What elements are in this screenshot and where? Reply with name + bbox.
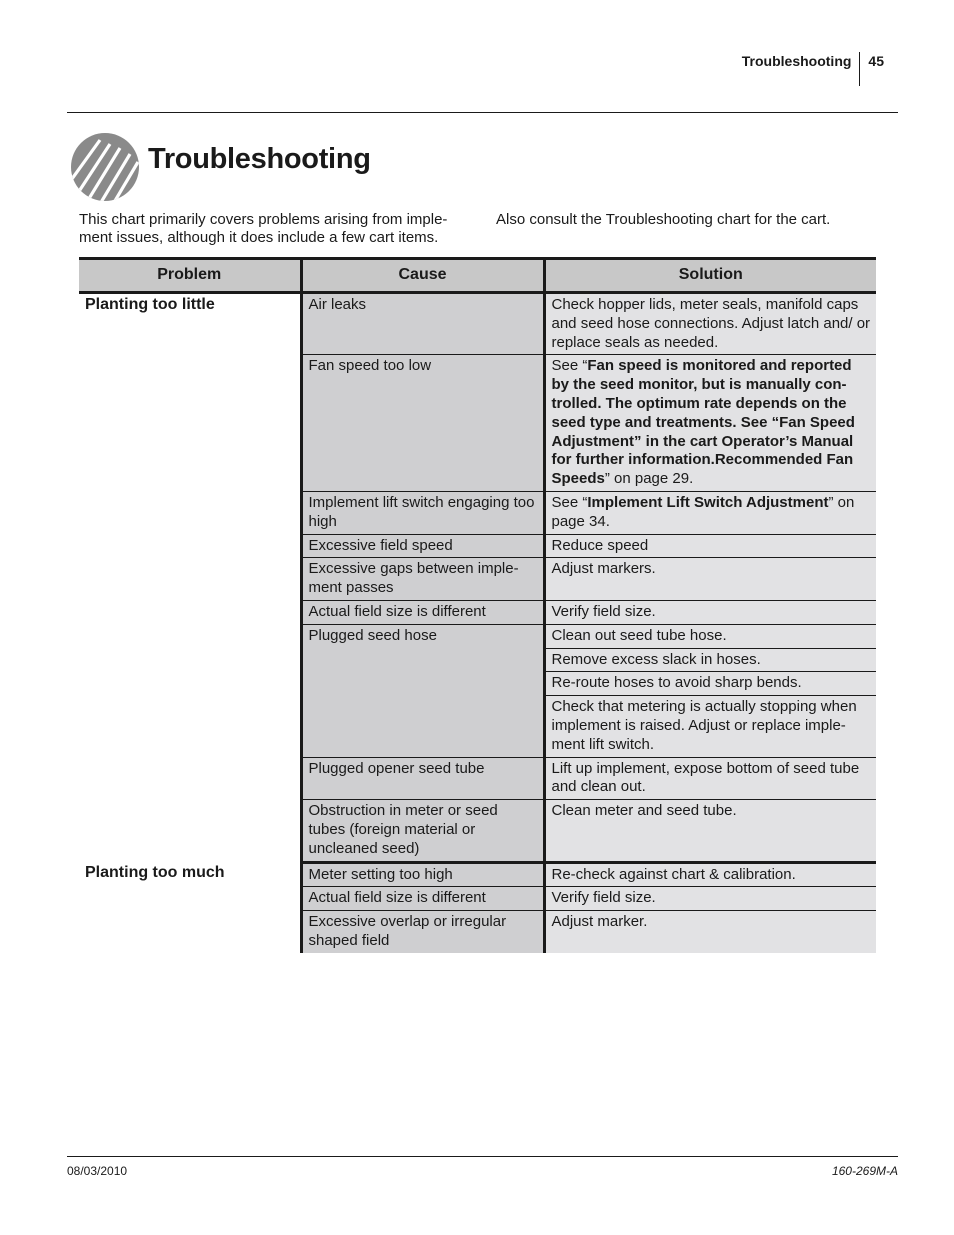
table-row bbox=[79, 293, 876, 355]
table-row bbox=[79, 862, 876, 887]
solution-cell: Clean out seed tube hose. bbox=[544, 624, 876, 648]
cause-cell: Fan speed too low bbox=[301, 355, 544, 492]
intro-text-left bbox=[79, 211, 479, 247]
section-logo-icon bbox=[70, 132, 140, 202]
problem-planting-too-much: Planting too much bbox=[79, 862, 301, 953]
intro-text-right: Also consult the Troubleshooting chart for the cart. bbox=[496, 211, 831, 228]
column-header-cause: Cause bbox=[301, 259, 544, 293]
solution-cell: Re-check against chart & calibration. bbox=[544, 862, 876, 887]
solution-cell: Reduce speed bbox=[544, 534, 876, 558]
cause-cell: Actual field size is different bbox=[301, 887, 544, 911]
footer-doc-number: 160-269M-A bbox=[831, 1164, 898, 1178]
solution-cell: Remove excess slack in hoses. bbox=[544, 648, 876, 672]
table-header-row bbox=[79, 259, 876, 293]
solution-cell: Lift up implement, expose bottom of seed tube and clean out. bbox=[544, 757, 876, 800]
solution-cell: Clean meter and seed tube. bbox=[544, 800, 876, 862]
running-header-section: Troubleshooting bbox=[741, 53, 852, 69]
cross-reference-link: Implement Lift Switch Adjustment bbox=[587, 493, 829, 511]
solution-cell: Adjust markers. bbox=[544, 558, 876, 601]
cause-cell: Excessive gaps between imple-ment passes bbox=[301, 558, 544, 601]
solution-see-text: See “ bbox=[551, 357, 588, 375]
bottom-rule bbox=[67, 1156, 898, 1157]
cause-cell: Excessive field speed bbox=[301, 534, 544, 558]
page-number: 45 bbox=[868, 53, 884, 69]
cause-cell: Plugged opener seed tube bbox=[301, 757, 544, 800]
solution-page-reference: ” on page 29. bbox=[604, 470, 694, 488]
top-rule bbox=[67, 112, 898, 113]
cause-cell: Air leaks bbox=[301, 293, 544, 355]
cause-cell: Obstruction in meter or seed tubes (foreign material or uncleaned seed) bbox=[301, 800, 544, 862]
running-header bbox=[742, 52, 884, 88]
cause-cell: Meter setting too high bbox=[301, 862, 544, 887]
solution-cell: Verify field size. bbox=[544, 600, 876, 624]
page-title: Troubleshooting bbox=[148, 143, 371, 175]
solution-cell: Re-route hoses to avoid sharp bends. bbox=[544, 672, 876, 696]
solution-page-reference: ” on page 34. bbox=[551, 493, 855, 530]
troubleshooting-table bbox=[79, 257, 876, 953]
cause-cell: Plugged seed hose bbox=[301, 624, 544, 757]
solution-cell bbox=[544, 491, 876, 534]
solution-cell: Check hopper lids, meter seals, manifold caps and seed hose connections. Adjust latch and/ or replace seals as needed. bbox=[544, 293, 876, 355]
solution-see-text: See “ bbox=[551, 493, 588, 511]
footer-date: 08/03/2010 bbox=[67, 1164, 128, 1178]
cause-cell: Implement lift switch engaging too high bbox=[301, 491, 544, 534]
solution-cell: Check that metering is actually stopping when implement is raised. Adjust or replace imple-ment lift switch. bbox=[544, 696, 876, 757]
cross-reference-link: Fan speed is monitored and reported by the seed monitor, but is manually con-trolled. The optimum rate depends on the seed type and treatments. See “Fan Speed Adjustment” in the cart Operator’s Manual for further information.Recommended Fan Speeds bbox=[551, 357, 855, 488]
solution-cell: Verify field size. bbox=[544, 887, 876, 911]
column-header-problem: Problem bbox=[79, 259, 301, 293]
solution-cell bbox=[544, 355, 876, 492]
cause-cell: Actual field size is different bbox=[301, 600, 544, 624]
column-header-solution: Solution bbox=[544, 259, 876, 293]
intro-left-line-1: This chart primarily covers problems arising from imple- bbox=[79, 211, 448, 228]
solution-cell: Adjust marker. bbox=[544, 911, 876, 953]
problem-planting-too-little: Planting too little bbox=[79, 293, 301, 863]
intro-left-line-2: ment issues, although it does include a few cart items. bbox=[79, 229, 439, 246]
cause-cell: Excessive overlap or irregular shaped field bbox=[301, 911, 544, 953]
